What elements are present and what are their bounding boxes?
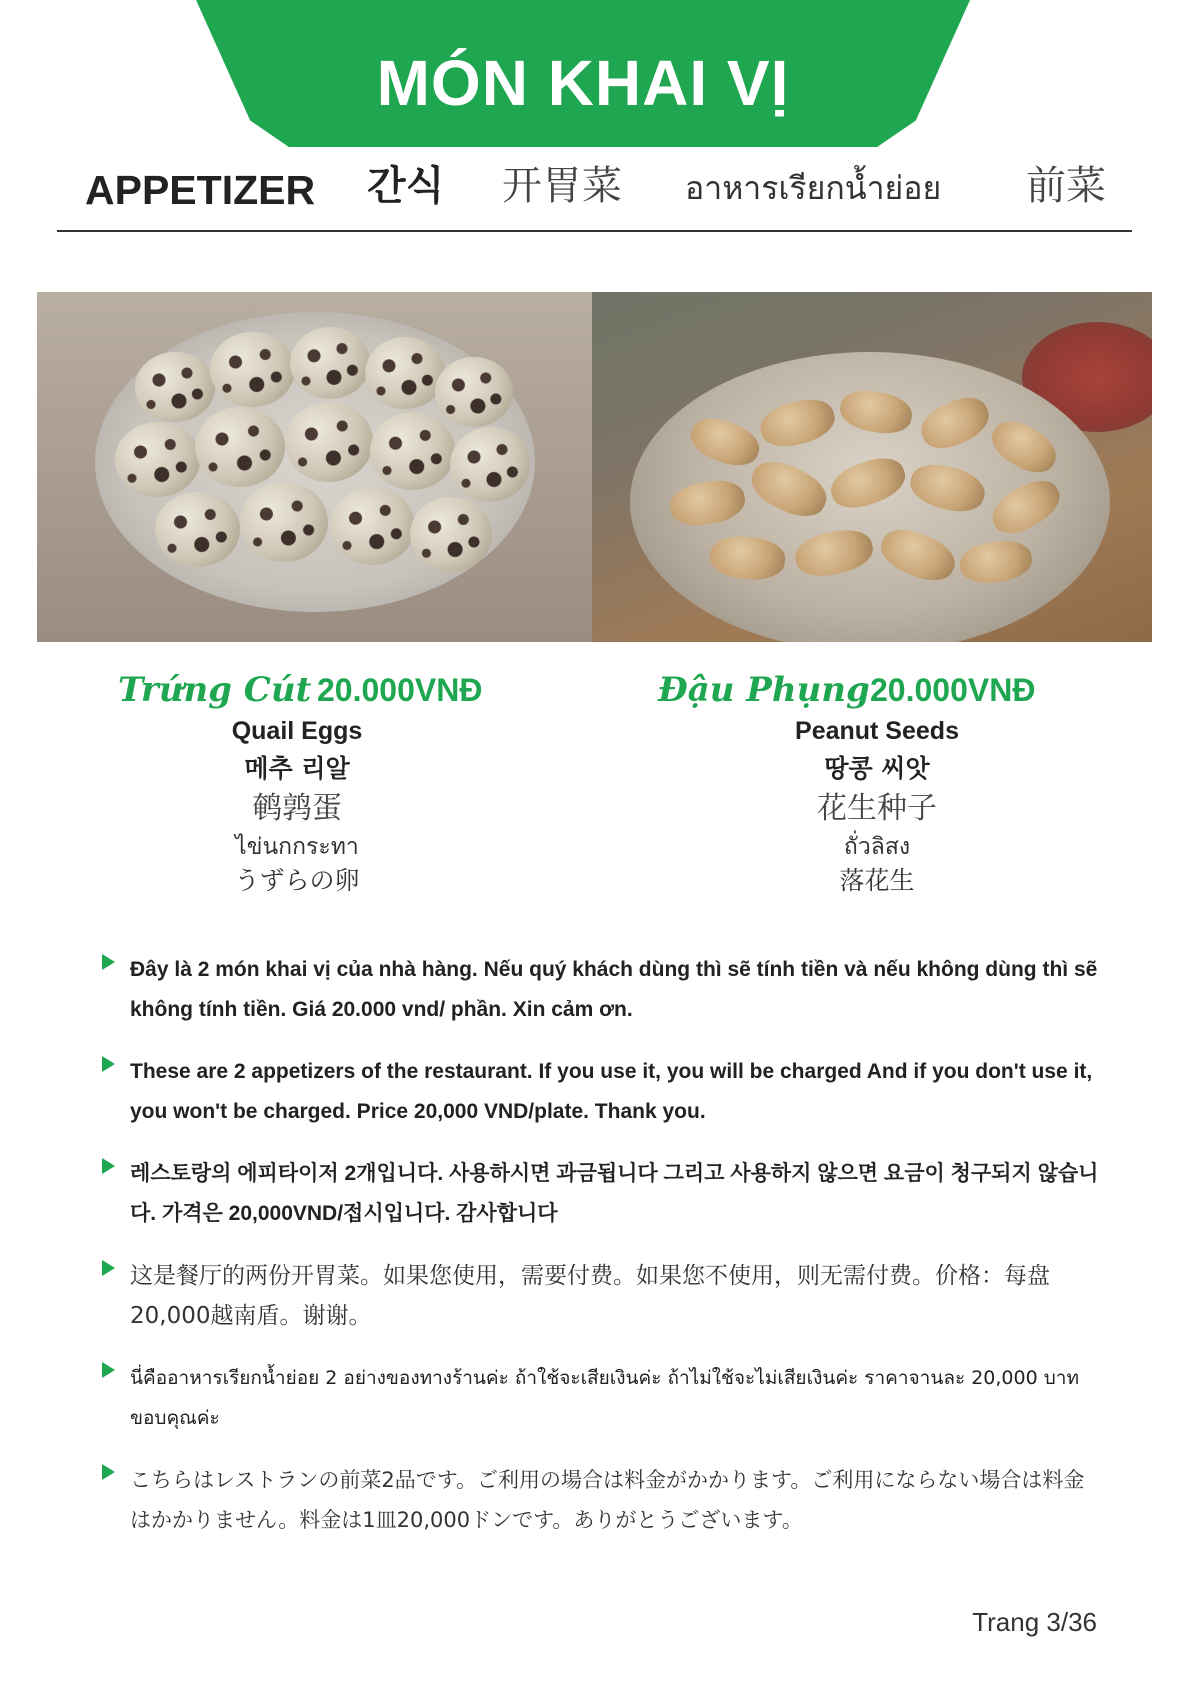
item-korean: 메추 리알 <box>244 754 350 783</box>
page-title: MÓN KHAI VỊ <box>376 47 790 119</box>
notes-list <box>100 950 1100 1562</box>
egg-bowl <box>95 312 535 612</box>
item-korean: 땅콩 씨앗 <box>824 754 930 783</box>
egg <box>290 327 370 399</box>
item-name-quail-eggs: Trứng Cút <box>118 670 312 710</box>
peanut <box>906 458 989 518</box>
note-text: These are 2 appetizers of the restaurant. If you use it, you will be charged And if you don't use it, you won't be charged. Price 20,000 VND/plate. Thank you. <box>130 1060 1093 1123</box>
quail-eggs-photo <box>37 292 592 642</box>
peanut <box>685 411 764 473</box>
item-thai: ถั่วลิสง <box>843 834 911 860</box>
note-japanese <box>100 1460 1100 1540</box>
item-translations-quail-eggs <box>147 712 447 898</box>
note-thai <box>100 1358 1100 1438</box>
note-text: Đây là 2 món khai vị của nhà hàng. Nếu quý khách dùng thì sẽ tính tiền và nếu không dùng thì sẽ không tính tiền. Giá 20.000 vnd/ phần. Xin cảm ơn. <box>130 958 1098 1021</box>
peanut-bowl <box>630 352 1110 642</box>
egg <box>240 482 328 562</box>
item-chinese: 花生种子 <box>817 791 937 826</box>
egg <box>370 412 455 490</box>
egg <box>450 427 530 502</box>
peanut <box>744 453 833 526</box>
item-chinese: 鹌鹑蛋 <box>252 791 342 826</box>
peanut <box>985 413 1064 482</box>
peanut <box>825 450 911 515</box>
egg <box>285 402 373 482</box>
item-english: Quail Eggs <box>231 717 363 745</box>
egg <box>155 492 240 567</box>
peanuts-photo <box>592 292 1152 642</box>
peanut <box>958 537 1035 587</box>
bullet-arrow-icon <box>102 954 115 970</box>
peanut <box>914 389 995 457</box>
note-text: こちらはレストランの前菜2品です。ご利用の場合は料金がかかります。ご利用にならない場合は料金はかかりません。料金は1皿20,000ドンです。ありがとうございます。 <box>130 1468 1085 1532</box>
peanut <box>667 476 748 530</box>
note-text: 레스토랑의 에피타이저 2개입니다. 사용하시면 과금됩니다 그리고 사용하지 않으면 요금이 청구되지 않습니다. 가격은 20,000VND/접시입니다. 감사합니다 <box>130 1162 1099 1225</box>
item-name-peanuts: Đậu Phụng <box>658 670 870 710</box>
bullet-arrow-icon <box>102 1158 115 1174</box>
page-number: Trang 3/36 <box>972 1607 1097 1637</box>
peanut <box>756 393 839 453</box>
bullet-arrow-icon <box>102 1260 115 1276</box>
note-text: 这是餐厅的两份开胃菜。如果您使用，需要付费。如果您不使用，则无需付费。价格：每盘20,000越南盾。谢谢。 <box>130 1263 1050 1329</box>
item-english: Peanut Seeds <box>795 717 959 745</box>
item-thai: ไข่นกกระทา <box>235 834 359 860</box>
peanut <box>985 472 1067 543</box>
subtitle-korean: 간식 <box>367 163 445 209</box>
egg <box>435 357 513 427</box>
note-english <box>100 1052 1100 1132</box>
egg <box>410 497 492 572</box>
language-subtitle-row <box>57 158 1132 232</box>
item-translations-peanuts <box>727 712 1027 898</box>
item-price-peanuts: 20.000VNĐ <box>870 672 1036 708</box>
note-vietnamese <box>100 950 1100 1030</box>
item-price-quail-eggs: 20.000VNĐ <box>317 672 483 708</box>
bullet-arrow-icon <box>102 1056 115 1072</box>
egg <box>210 332 295 407</box>
egg <box>365 337 445 409</box>
bullet-arrow-icon <box>102 1362 115 1378</box>
peanut <box>708 534 786 582</box>
note-chinese <box>100 1256 1100 1336</box>
egg <box>330 487 415 565</box>
subtitle-japanese: 前菜 <box>1026 163 1106 209</box>
subtitle-chinese: 开胃菜 <box>502 163 622 209</box>
peanut <box>875 521 961 588</box>
peanut <box>791 524 876 581</box>
item-japanese: 落花生 <box>839 866 915 895</box>
egg <box>195 407 285 487</box>
peanut <box>837 386 915 438</box>
egg <box>115 422 200 497</box>
note-korean <box>100 1154 1100 1234</box>
subtitle-english: APPETIZER <box>85 167 316 213</box>
note-text: นี่คืออาหารเรียกน้ำย่อย 2 อย่างของทางร้านค่ะ ถ้าใช้จะเสียเงินค่ะ ถ้าไม่ใช้จะไม่เสียเงินค่ะ ราคาจานละ 20,000 บาท ขอบคุณค่ะ <box>130 1367 1079 1429</box>
bullet-arrow-icon <box>102 1464 115 1480</box>
egg <box>135 352 215 422</box>
item-japanese: うずらの卵 <box>234 866 360 895</box>
subtitle-thai: อาหารเรียกน้ำย่อย <box>685 169 942 207</box>
